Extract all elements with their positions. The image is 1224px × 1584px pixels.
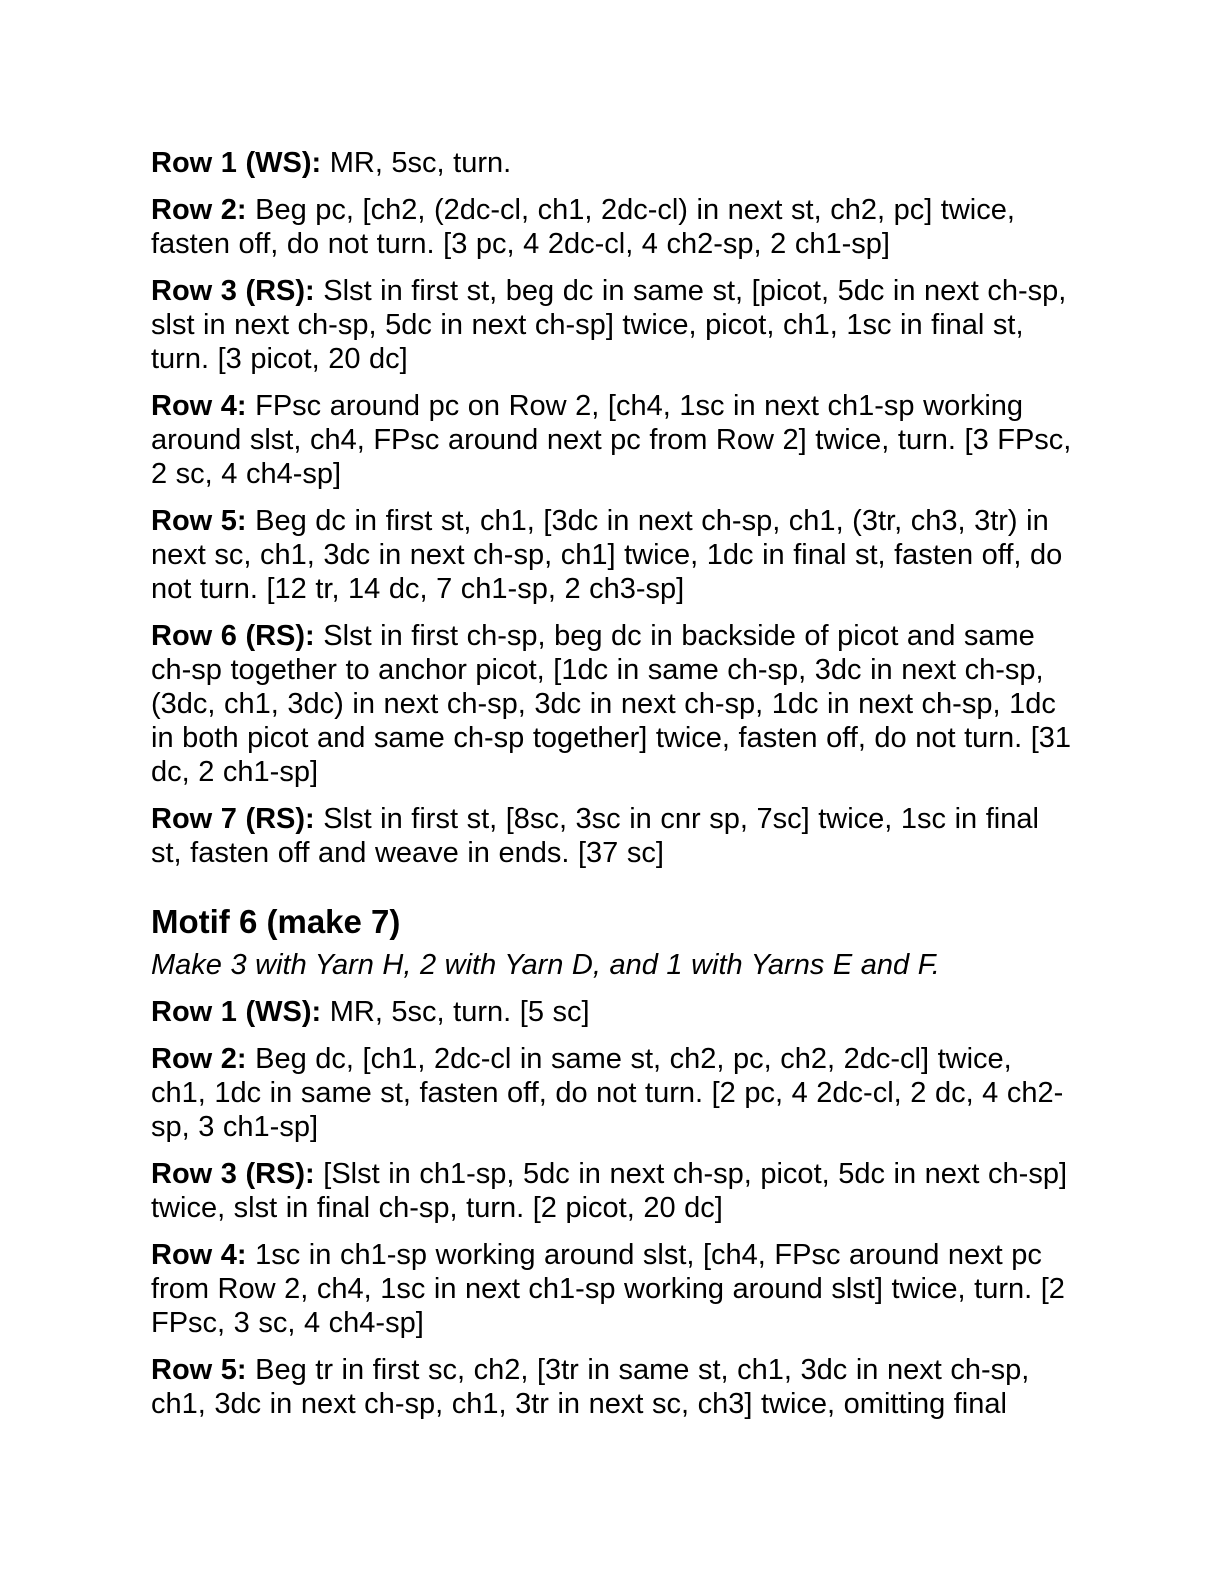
row-label: Row 3 (RS): (151, 1158, 315, 1190)
row-instructions: MR, 5sc, turn. (329, 147, 512, 179)
pattern-row (151, 389, 1075, 491)
row-instructions: MR, 5sc, turn. [5 sc] (329, 996, 590, 1028)
pattern-row (151, 274, 1075, 376)
pattern-row (151, 1042, 1075, 1144)
pattern-row (151, 802, 1075, 870)
pattern-row (151, 619, 1075, 789)
section-heading-motif6: Motif 6 (make 7) (151, 903, 401, 940)
row-instructions: [Slst in ch1-sp, 5dc in next ch-sp, picot, 5dc in next ch-sp] twice, slst in final ch-sp, turn. [2 picot, 20 dc] (151, 1158, 1068, 1224)
row-label: Row 1 (WS): (151, 147, 322, 179)
row-instructions: FPsc around pc on Row 2, [ch4, 1sc in next ch1-sp working around slst, ch4, FPsc around next pc from Row 2] twice, turn. [3 FPsc, 2 sc, 4 ch4-sp] (151, 390, 1072, 490)
pattern-row (151, 995, 1075, 1029)
row-instructions: Beg tr in first sc, ch2, [3tr in same st, ch1, 3dc in next ch-sp, ch1, 3dc in next ch-sp, ch1, 3tr in next sc, ch3] twice, omitting final (151, 1354, 1030, 1420)
row-label: Row 4: (151, 390, 247, 422)
row-instructions: Beg dc, [ch1, 2dc-cl in same st, ch2, pc, ch2, 2dc-cl] twice, ch1, 1dc in same st, fasten off, do not turn. [2 pc, 4 2dc-cl, 2 dc, 4 ch2-sp, 3 ch1-sp] (151, 1043, 1064, 1143)
pattern-row (151, 193, 1075, 261)
row-label: Row 3 (RS): (151, 275, 315, 307)
row-label: Row 1 (WS): (151, 996, 322, 1028)
row-instructions: Slst in first ch-sp, beg dc in backside of picot and same ch-sp together to anchor picot, [1dc in same ch-sp, 3dc in next ch-sp, (3dc, ch1, 3dc) in next ch-sp, 3dc in next ch-sp, 1dc in next ch-sp, 1dc in both picot and same ch-sp together] twice, fasten off, do not turn. [31 dc, 2 ch1-sp] (151, 620, 1072, 788)
row-label: Row 6 (RS): (151, 620, 315, 652)
pattern-text-block (151, 146, 1075, 1434)
row-instructions: Slst in first st, beg dc in same st, [picot, 5dc in next ch-sp, slst in next ch-sp, 5dc in next ch-sp] twice, picot, ch1, 1sc in final st, turn. [3 picot, 20 dc] (151, 275, 1067, 375)
row-instructions: 1sc in ch1-sp working around slst, [ch4, FPsc around next pc from Row 2, ch4, 1sc in next ch1-sp working around slst] twice, turn. [2 FPsc, 3 sc, 4 ch4-sp] (151, 1239, 1065, 1339)
row-label: Row 5: (151, 1354, 247, 1386)
row-label: Row 7 (RS): (151, 803, 315, 835)
row-label: Row 2: (151, 194, 247, 226)
pattern-row (151, 1157, 1075, 1225)
pattern-row (151, 146, 1075, 180)
pattern-row (151, 1353, 1075, 1421)
yarn-note: Make 3 with Yarn H, 2 with Yarn D, and 1 with Yarns E and F. (151, 949, 940, 981)
row-label: Row 5: (151, 505, 247, 537)
pattern-row (151, 504, 1075, 606)
row-instructions: Beg dc in first st, ch1, [3dc in next ch-sp, ch1, (3tr, ch3, 3tr) in next sc, ch1, 3dc in next ch-sp, ch1] twice, 1dc in final st, fasten off, do not turn. [12 tr, 14 dc, 7 ch1-sp, 2 ch3-sp] (151, 505, 1063, 605)
row-instructions: Beg pc, [ch2, (2dc-cl, ch1, 2dc-cl) in next st, ch2, pc] twice, fasten off, do not turn. [3 pc, 4 2dc-cl, 4 ch2-sp, 2 ch1-sp] (151, 194, 1015, 260)
row-label: Row 4: (151, 1239, 247, 1271)
row-instructions: Slst in first st, [8sc, 3sc in cnr sp, 7sc] twice, 1sc in final st, fasten off and weave in ends. [37 sc] (151, 803, 1039, 869)
pattern-row (151, 1238, 1075, 1340)
row-label: Row 2: (151, 1043, 247, 1075)
